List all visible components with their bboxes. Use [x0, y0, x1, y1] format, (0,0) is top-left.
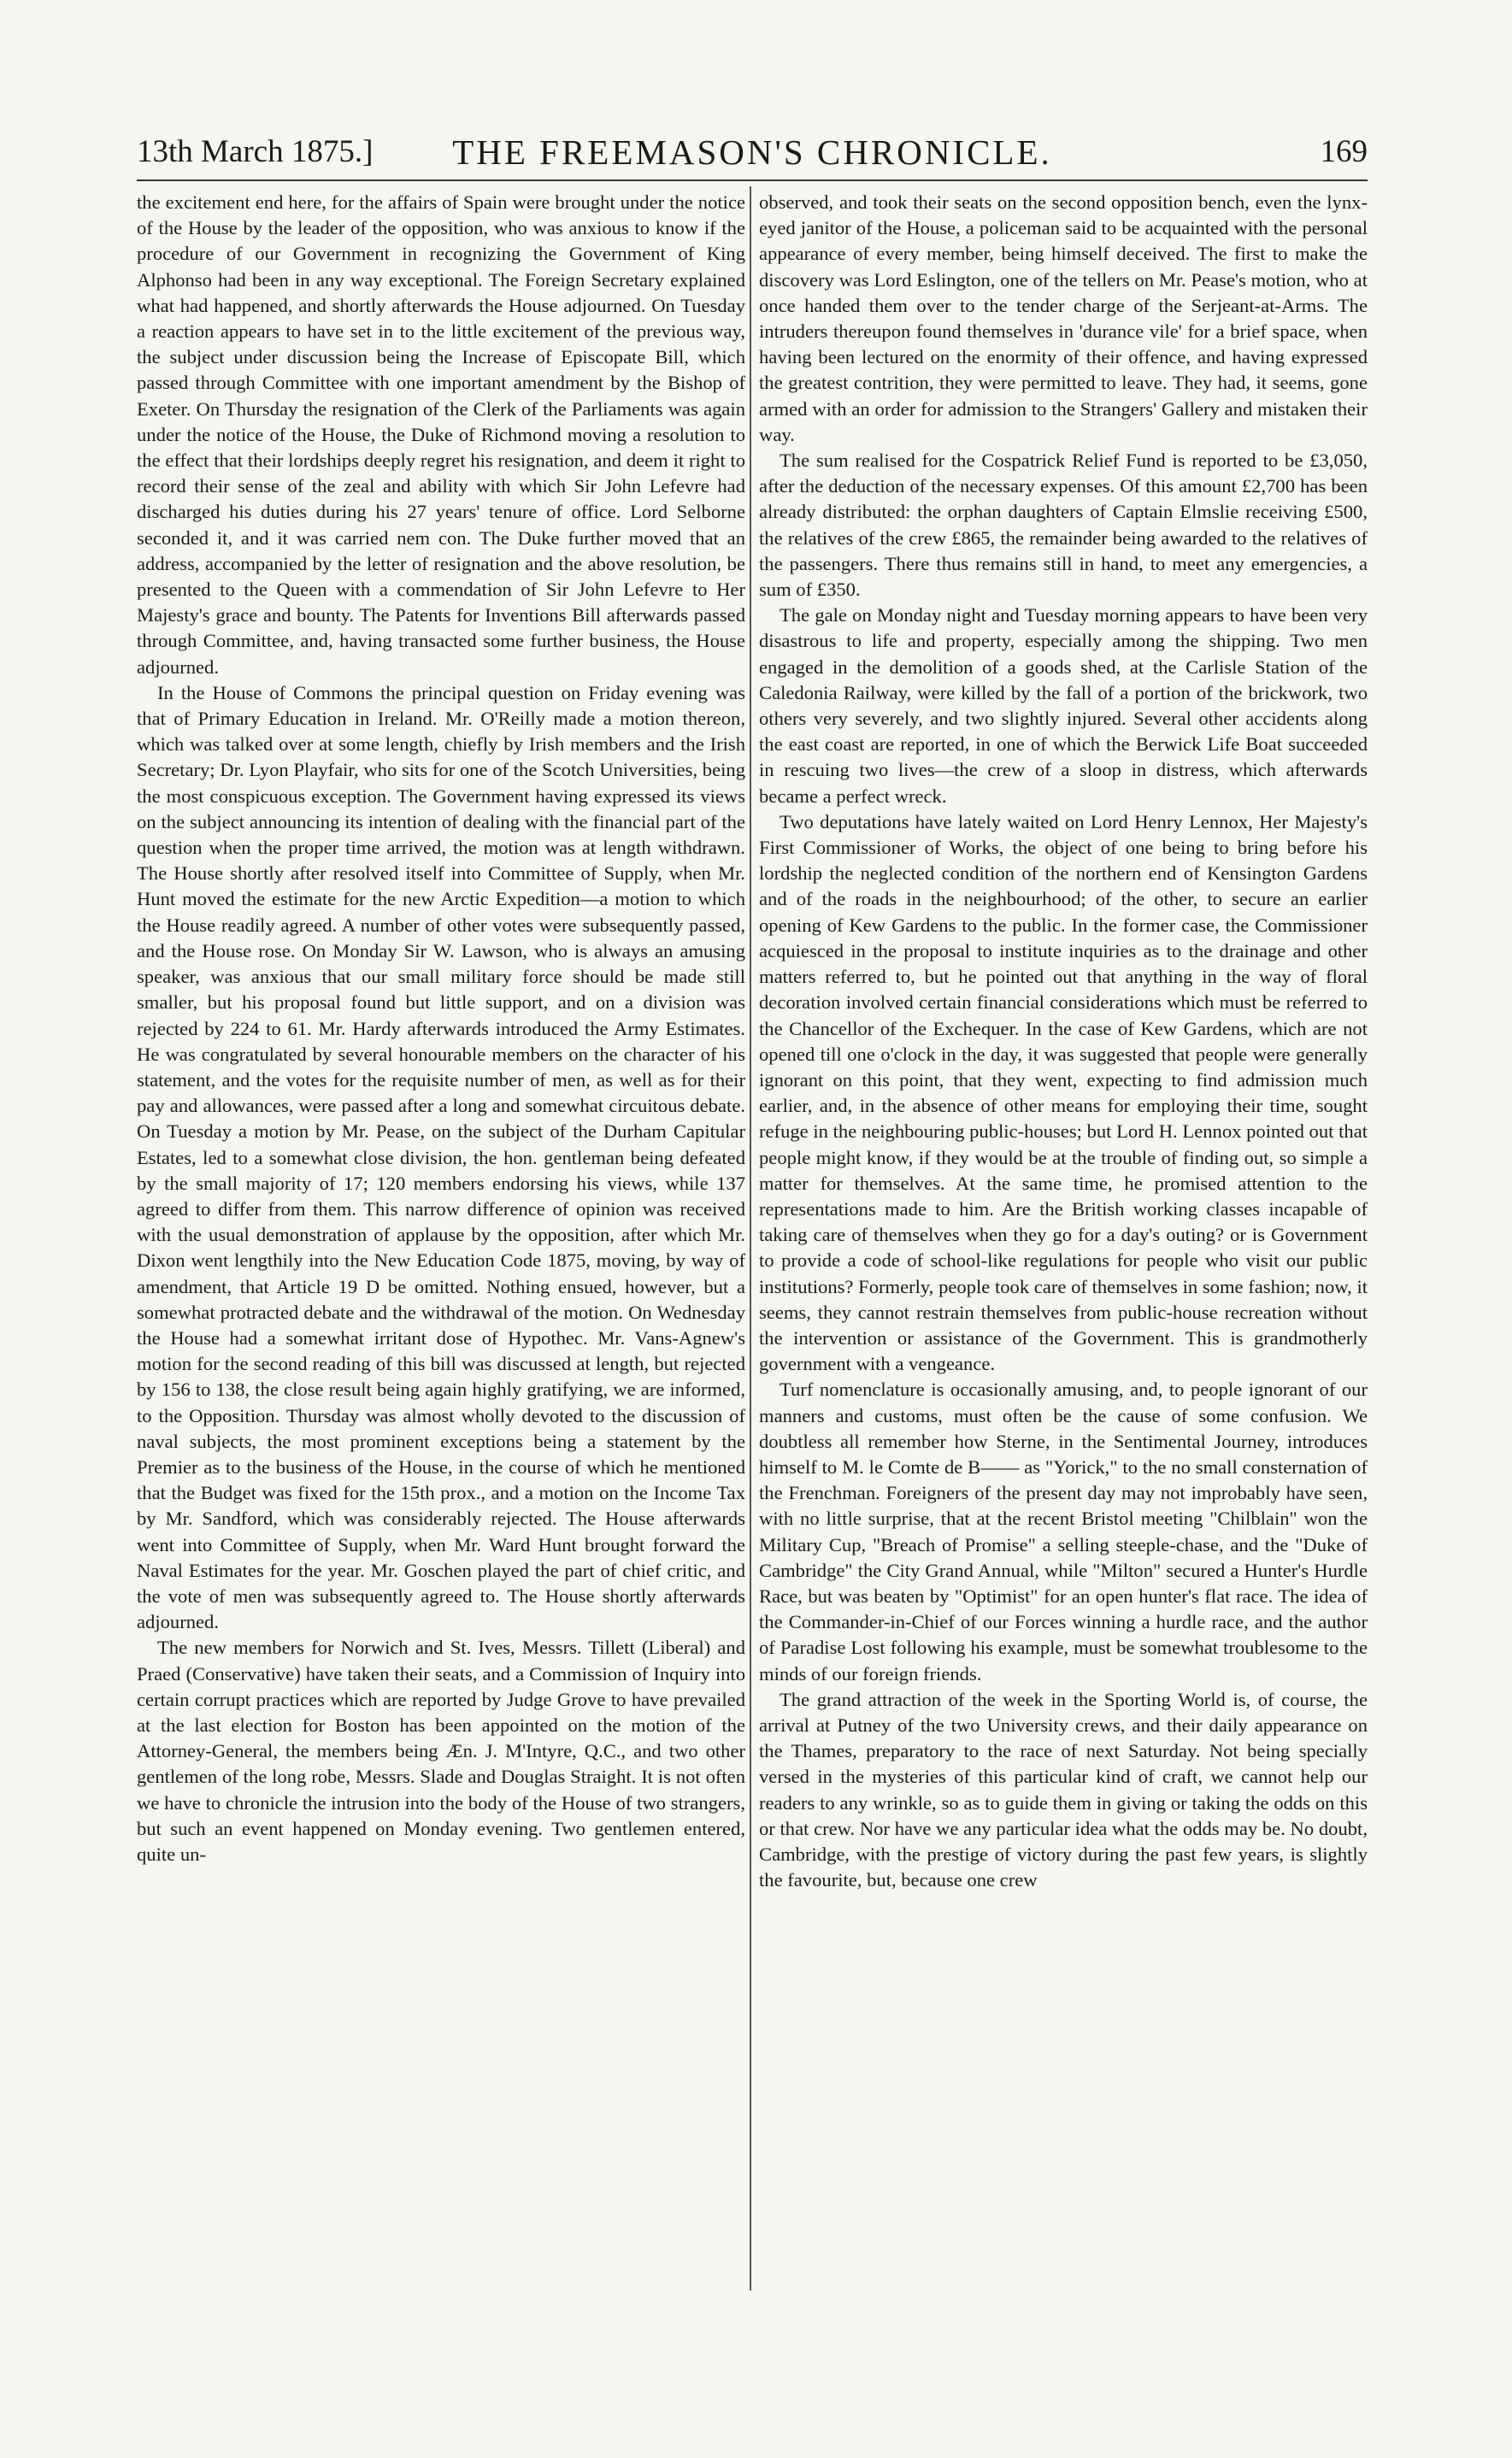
- column-divider: [750, 186, 751, 2290]
- page-number: 169: [1320, 134, 1368, 169]
- paragraph: The sum realised for the Cospatrick Relief Fund is reported to be £3,050, after the deduction of the necessary expenses. Of this amount £2,700 has been already distributed: the orphan daughters of Captain Elmslie receiving £500, the relatives of the crew £865, the remainder being awarded to the relatives of the passengers. There thus remains still in hand, to meet any emergencies, a sum of £350.: [759, 450, 1368, 601]
- page-header: [137, 128, 1368, 179]
- left-column: [137, 190, 745, 1867]
- paragraph: the excitement end here, for the affairs of Spain were brought under the notice of the House by the leader of the opposition, who was anxious to know if the procedure of our Government in recognizing the Government of King Alphonso had been in any way exceptional. The Foreign Secretary explained what had happened, and shortly afterwards the House adjourned. On Tuesday a reaction appears to have set in to the little excitement of the previous way, the subject under discussion being the Increase of Episcopate Bill, which passed through Committee with one important amendment by the Bishop of Exeter. On Thursday the resignation of the Clerk of the Parliaments was again under the notice of the House, the Duke of Richmond moving a resolution to the effect that their lordships deeply regret his resignation, and deem it right to record their sense of the zeal and ability with which Sir John Lefevre had discharged his duties during his 27 years' tenure of office. Lord Selborne seconded it, and it was carried nem con. The Duke further moved that an address, accompanied by the letter of resignation and the above resolution, be presented to the Queen with a commendation of Sir John Lefevre to Her Majesty's grace and bounty. The Patents for Inventions Bill afterwards passed through Committee, and, having transacted some further business, the House adjourned.: [137, 191, 745, 678]
- paragraph: Two deputations have lately waited on Lord Henry Lennox, Her Majesty's First Commissioner of Works, the object of one being to bring before his lordship the neglected condition of the northern end of Kensington Gardens and of the roads in the neighbourhood; of the other, to secure an earlier opening of Kew Gardens to the public. In the former case, the Commissioner acquiesced in the proposal to institute inquiries as to the drainage and other matters referred to, but he pointed out that anything in the way of floral decoration involved certain financial considerations which must be referred to the Chancellor of the Exchequer. In the case of Kew Gardens, which are not opened till one o'clock in the day, it was suggested that people were generally ignorant on this point, that they went, expecting to find admission much earlier, and, in the absence of other means for employing their time, sought refuge in the neighbouring public-houses; but Lord H. Lennox pointed out that people might know, if they would be at the trouble of finding out, so simple a matter for themselves. At the same time, he promised attention to the representations made to him. Are the British working classes incapable of taking care of themselves when they go for a day's outing? or is Government to provide a code of school-like regulations for people who visit our public institutions? Formerly, people took care of themselves in some fashion; now, it seems, they cannot restrain themselves from public-house recreation without the intervention or assistance of the Government. This is grandmotherly government with a vengeance.: [759, 810, 1368, 1375]
- paragraph: In the House of Commons the principal question on Friday evening was that of Primary Education in Ireland. Mr. O'Reilly made a motion thereon, which was talked over at some length, chiefly by Irish members and the Irish Secretary; Dr. Lyon Playfair, who sits for one of the Scotch Universities, being the most conspicuous exception. The Government having expressed its views on the subject announcing its intention of dealing with the financial part of the question when the proper time arrived, the motion was at length withdrawn. The House shortly after resolved itself into Committee of Supply, when Mr. Hunt moved the estimate for the new Arctic Expedition—a motion to which the House readily agreed. A number of other votes were subsequently passed, and the House rose. On Monday Sir W. Lawson, who is always an amusing speaker, was anxious that our small military force should be made still smaller, but his proposal found but little support, and on a division was rejected by 224 to 61. Mr. Hardy afterwards introduced the Army Estimates. He was congratulated by several honourable members on the character of his statement, and the votes for the requisite number of men, as well as for their pay and allowances, were passed after a long and somewhat circuitous debate. On Tuesday a motion by Mr. Pease, on the subject of the Durham Capitular Estates, led to a somewhat close division, the hon. gentleman being defeated by the small majority of 17; 120 members endorsing his views, while 137 agreed to differ from them. This narrow difference of opinion was received with the usual demonstration of applause by the opposition, after which Mr. Dixon went lengthily into the New Education Code 1875, moving, by way of amendment, that Article 19 D be omitted. Nothing ensued, however, but a somewhat protracted debate and the withdrawal of the motion. On Wednesday the House had a somewhat irritant dose of Hypothec. Mr. Vans-Agnew's motion for the second reading of this bill was discussed at length, but rejected by 156 to 138, the close result being again highly gratifying, we are informed, to the Opposition. Thursday was almost wholly devoted to the discussion of naval subjects, the most prominent exceptions being a statement by the Premier as to the business of the House, in the course of which he mentioned that the Budget was fixed for the 15th prox., and a motion on the Income Tax by Mr. Sandford, which was considerably rejected. The House afterwards went into Committee of Supply, when Mr. Ward Hunt brought forward the Naval Estimates for the year. Mr. Goschen played the part of chief critic, and the vote of men was subsequently agreed to. The House shortly afterwards adjourned.: [137, 681, 745, 1633]
- right-column: [759, 190, 1368, 1893]
- paragraph: Turf nomenclature is occasionally amusing, and, to people ignorant of our manners and customs, must often be the cause of some confusion. We doubtless all remember how Sterne, in the Sentimental Journey, introduces himself to M. le Comte de B—— as "Yorick," to the no small consternation of the Frenchman. Foreigners of the present day may not improbably have seen, with no little surprise, that at the recent Bristol meeting "Chilblain" won the Military Cup, "Breach of Promise" a selling steeple-chase, and the "Duke of Cambridge" the City Grand Annual, while "Milton" secured a Hunter's Hurdle Race, but was beaten by "Optimist" for an open hunter's flat race. The idea of the Commander-in-Chief of our Forces winning a hurdle race, and the author of Paradise Lost following his example, must be somewhat troublesome to the minds of our foreign friends.: [759, 1379, 1368, 1685]
- publication-title: THE FREEMASON'S CHRONICLE.: [452, 132, 1052, 172]
- paragraph: The new members for Norwich and St. Ives, Messrs. Tillett (Liberal) and Praed (Conservative) have taken their seats, and a Commission of Inquiry into certain corrupt practices which are reported by Judge Grove to have prevailed at the last election for Boston has been appointed on the motion of the Attorney-General, the members being Æn. J. M'Intyre, Q.C., and two other gentlemen of the long robe, Messrs. Slade and Douglas Straight. It is not often we have to chronicle the intrusion into the body of the House of two strangers, but such an event happened on Monday evening. Two gentlemen entered, quite un-: [137, 1637, 745, 1865]
- paragraph: observed, and took their seats on the second opposition bench, even the lynx-eyed janitor of the House, a policeman said to be acquainted with the personal appearance of every member, being himself deceived. The first to make the discovery was Lord Eslington, one of the tellers on Mr. Pease's motion, who at once handed them over to the tender charge of the Serjeant-at-Arms. The intruders thereupon found themselves in 'durance vile' for a brief space, when having been lectured on the enormity of their offence, and having expressed the greatest contrition, they were permitted to leave. They had, it seems, gone armed with an order for admission to the Strangers' Gallery and mistaken their way.: [759, 191, 1368, 445]
- issue-date: 13th March 1875.]: [137, 134, 374, 169]
- paragraph: The gale on Monday night and Tuesday morning appears to have been very disastrous to life and property, especially among the shipping. Two men engaged in the demolition of a goods shed, at the Carlisle Station of the Caledonia Railway, were killed by the fall of a portion of the brickwork, two others very severely, and two slightly injured. Several other accidents along the east coast are reported, in one of which the Berwick Life Boat succeeded in rescuing two lives—the crew of a sloop in distress, which afterwards became a perfect wreck.: [759, 604, 1368, 807]
- header-rule: [137, 179, 1368, 181]
- paragraph: The grand attraction of the week in the Sporting World is, of course, the arrival at Putney of the two University crews, and their daily appearance on the Thames, preparatory to the race of next Saturday. Not being specially versed in the mysteries of this particular kind of craft, we cannot help our readers to any wrinkle, so as to guide them in giving or taking the odds on this or that crew. Nor have we any particular idea what the odds may be. No doubt, Cambridge, with the prestige of victory during the past few years, is slightly the favourite, but, because one crew: [759, 1688, 1368, 1891]
